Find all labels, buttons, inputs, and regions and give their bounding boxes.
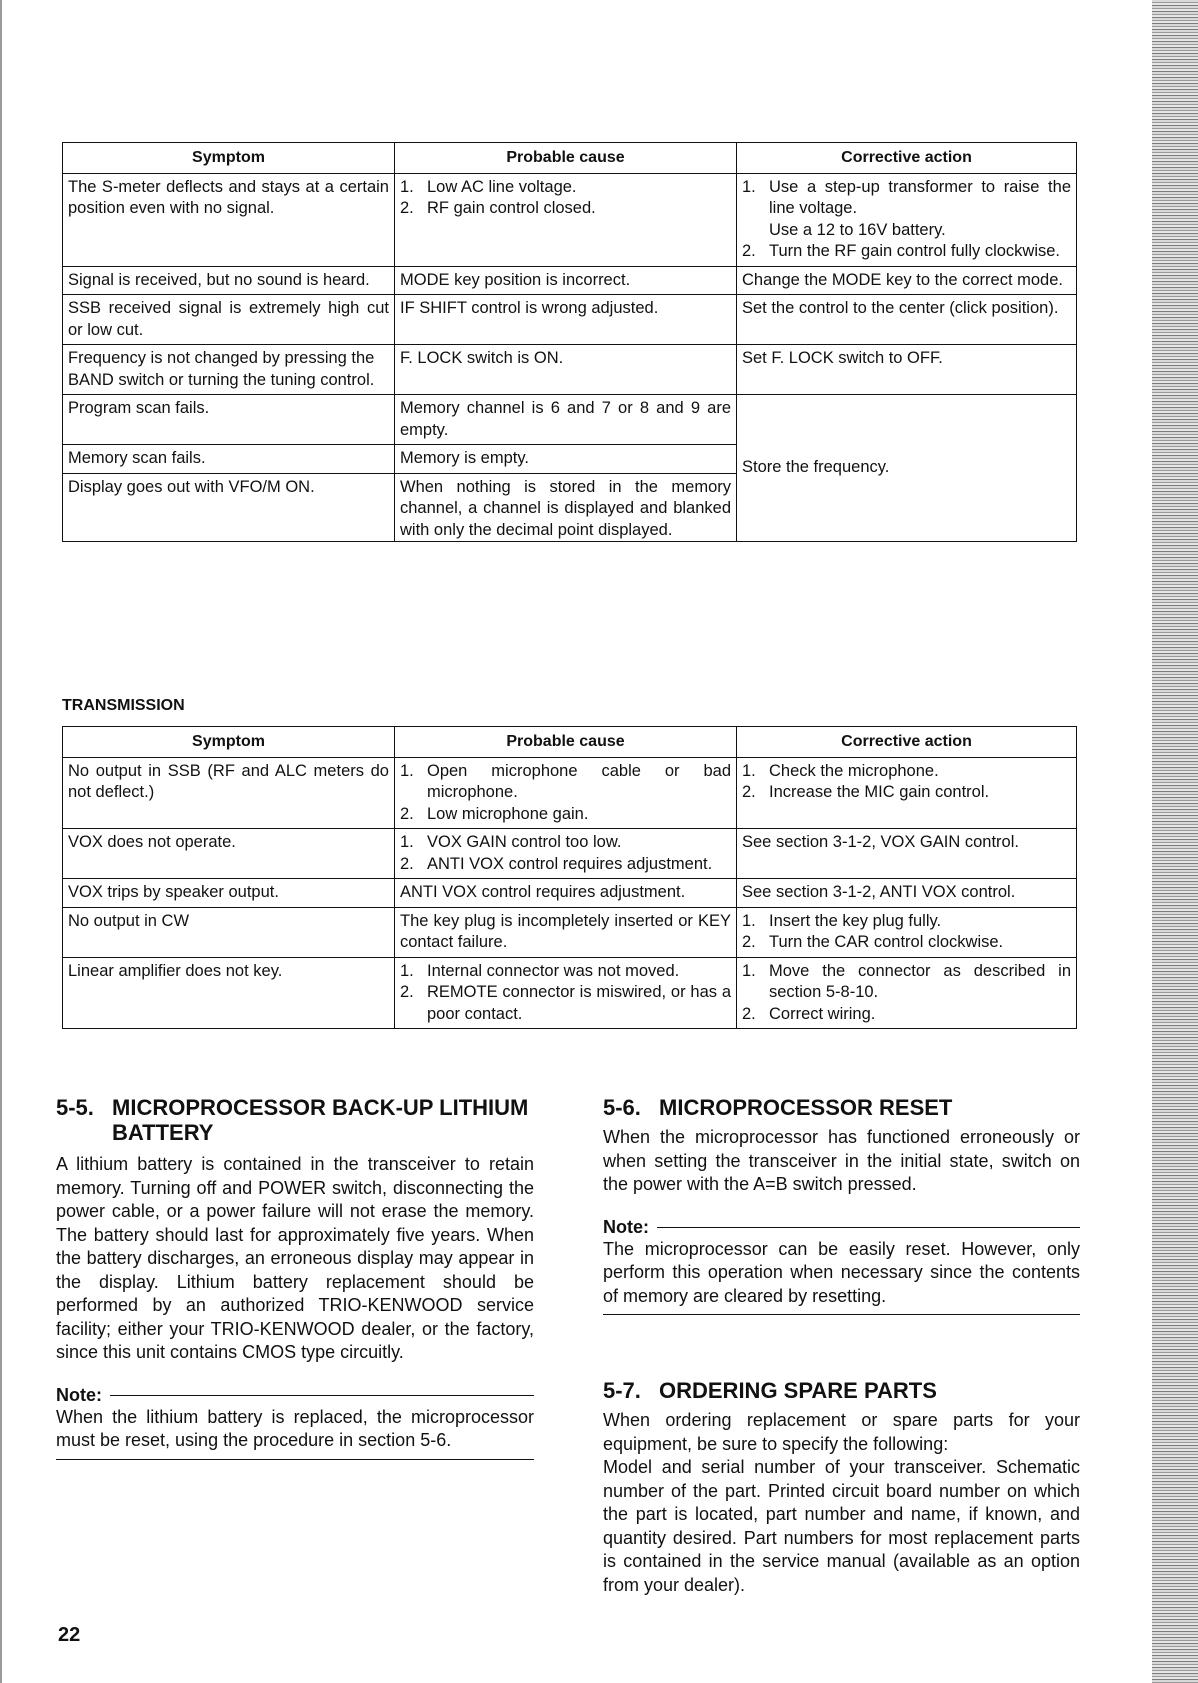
table-header-row <box>63 143 1077 174</box>
list-item: 2. RF gain control closed. <box>400 199 596 217</box>
table-row <box>63 295 1077 345</box>
action-cell <box>737 907 1077 957</box>
header-corrective-action: Corrective action <box>737 727 1077 758</box>
symptom-cell: Program scan fails. <box>63 395 395 445</box>
cause-cell: F. LOCK switch is ON. <box>395 345 737 395</box>
header-corrective-action: Corrective action <box>737 143 1077 174</box>
list-item: 2. Correct wiring. <box>742 1004 876 1023</box>
list-item: 1. Check the microphone. <box>742 761 939 780</box>
cause-cell <box>395 173 737 266</box>
symptom-cell: Memory scan fails. <box>63 445 395 474</box>
cause-cell: ANTI VOX control requires adjustment. <box>395 879 737 908</box>
table-row <box>63 907 1077 957</box>
symptom-cell: SSB received signal is extremely high cut or low cut. <box>63 295 395 345</box>
table-row <box>63 879 1077 908</box>
header-symptom: Symptom <box>63 143 395 174</box>
symptom-cell: No output in SSB (RF and ALC meters do not deflect.) <box>63 757 395 829</box>
cause-cell: Memory is empty. <box>395 445 737 474</box>
section-5-5 <box>56 1095 534 1460</box>
cause-cell <box>395 957 737 1029</box>
list-item: 1. Low AC line voltage. <box>400 177 577 196</box>
action-cell: See section 3-1-2, ANTI VOX control. <box>737 879 1077 908</box>
note-heading: Note: <box>603 1217 1080 1238</box>
action-cell: Set F. LOCK switch to OFF. <box>737 345 1077 395</box>
symptom-cell: VOX trips by speaker output. <box>63 879 395 908</box>
list-item: 2. Turn the RF gain control fully clockwise. <box>742 242 1060 260</box>
transmission-label: TRANSMISSION <box>62 697 185 714</box>
section-heading: 5-5. MICROPROCESSOR BACK-UP LITHIUM BATTERY <box>56 1095 529 1145</box>
table-row <box>63 395 1077 445</box>
cause-cell: Memory channel is 6 and 7 or 8 and 9 are empty. <box>395 395 737 445</box>
list-item: 2. Increase the MIC gain control. <box>742 783 990 801</box>
section-body: Model and serial number of your transceiver. Schematic number of the part. Printed circuit board number on which the part is located, part number and name, if known, and quantity desired. Part numbers for most replacement parts is contained in the service manual (available as an option from your dealer). <box>603 1457 1080 1595</box>
table-row <box>63 345 1077 395</box>
page-number: 22 <box>58 1624 81 1646</box>
page-scan-edge <box>1152 0 1198 1683</box>
symptom-cell: VOX does not operate. <box>63 829 395 879</box>
page-scan-edge-left <box>0 0 2 1683</box>
cause-cell <box>395 829 737 879</box>
cause-cell: IF SHIFT control is wrong adjusted. <box>395 295 737 345</box>
table-row <box>63 829 1077 879</box>
symptom-cell: The S-meter deflects and stays at a certain position even with no signal. <box>63 173 395 266</box>
section-body: A lithium battery is contained in the transceiver to retain memory. Turning off and POWER switch, disconnecting the power cable, or a power failure will not erase the memory. The battery should last for approximately five years. When the battery discharges, an erroneous display may appear in the display. Lithium battery replacement should be performed by an authorized TRIO-KENWOOD service facility; either your TRIO-KENWOOD dealer, or the factory, since this unit contains CMOS type circuitly. <box>56 1154 534 1362</box>
header-probable-cause: Probable cause <box>395 143 737 174</box>
list-item: 1. VOX GAIN control too low. <box>400 833 622 851</box>
symptom-cell: Signal is received, but no sound is heard. <box>63 266 395 295</box>
list-item: 1. Internal connector was not moved. <box>400 961 680 980</box>
cause-cell: When nothing is stored in the memory channel, a channel is displayed and blanked with only the decimal point displayed. <box>395 473 737 542</box>
section-5-6 <box>603 1095 1080 1315</box>
list-item: 2. REMOTE connector is miswired, or has a poor contact. <box>400 983 731 1023</box>
note-end-rule <box>603 1314 1080 1315</box>
list-item: 1. Use a step-up transformer to raise the line voltage. Use a 12 to 16V battery. <box>742 177 1071 239</box>
note-end-rule <box>56 1459 534 1460</box>
symptom-cell: Frequency is not changed by pressing the BAND switch or turning the tuning control. <box>63 345 395 395</box>
action-cell <box>737 173 1077 266</box>
header-probable-cause: Probable cause <box>395 727 737 758</box>
action-cell <box>737 757 1077 829</box>
table-row <box>63 957 1077 1029</box>
cause-cell: MODE key position is incorrect. <box>395 266 737 295</box>
symptom-cell: Display goes out with VFO/M ON. <box>63 473 395 542</box>
table-row <box>63 266 1077 295</box>
reception-troubleshooting-table <box>62 142 1077 542</box>
list-item: 2. ANTI VOX control requires adjustment. <box>400 854 713 873</box>
action-cell: Set the control to the center (click position). <box>737 295 1077 345</box>
list-item: 2. Low microphone gain. <box>400 804 589 823</box>
table-row <box>63 173 1077 266</box>
action-cell: Change the MODE key to the correct mode. <box>737 266 1077 295</box>
cause-cell <box>395 757 737 829</box>
list-item: 1. Open microphone cable or bad microphone. <box>400 761 731 801</box>
shared-action-cell: Store the frequency. <box>737 395 1077 542</box>
list-item: 1. Insert the key plug fully. <box>742 911 942 930</box>
symptom-cell: Linear amplifier does not key. <box>63 957 395 1029</box>
section-body: When ordering replacement or spare parts for your equipment, be sure to specify the following: <box>603 1410 1080 1454</box>
transmission-troubleshooting-table <box>62 726 1077 1029</box>
section-5-7 <box>603 1378 1080 1597</box>
note-body: The microprocessor can be easily reset. However, only perform this operation when necessary since the contents of memory are cleared by resetting. <box>603 1238 1080 1306</box>
table-row <box>63 757 1077 829</box>
note-heading: Note: <box>56 1385 534 1406</box>
section-heading: 5-7. ORDERING SPARE PARTS <box>603 1378 937 1403</box>
header-symptom: Symptom <box>63 727 395 758</box>
action-cell: See section 3-1-2, VOX GAIN control. <box>737 829 1077 879</box>
list-item: 1. Move the connector as described in section 5-8-10. <box>742 961 1071 1001</box>
action-cell <box>737 957 1077 1029</box>
note-body: When the lithium battery is replaced, the microprocessor must be reset, using the procedure in section 5-6. <box>56 1406 534 1450</box>
symptom-cell: No output in CW <box>63 907 395 957</box>
section-body: When the microprocessor has functioned erroneously or when setting the transceiver in the initial state, switch on the power with the A=B switch pressed. <box>603 1127 1080 1194</box>
list-item: 2. Turn the CAR control clockwise. <box>742 933 1004 951</box>
cause-cell: The key plug is incompletely inserted or KEY contact failure. <box>395 907 737 957</box>
section-heading: 5-6. MICROPROCESSOR RESET <box>603 1095 953 1120</box>
table-header-row <box>63 727 1077 758</box>
